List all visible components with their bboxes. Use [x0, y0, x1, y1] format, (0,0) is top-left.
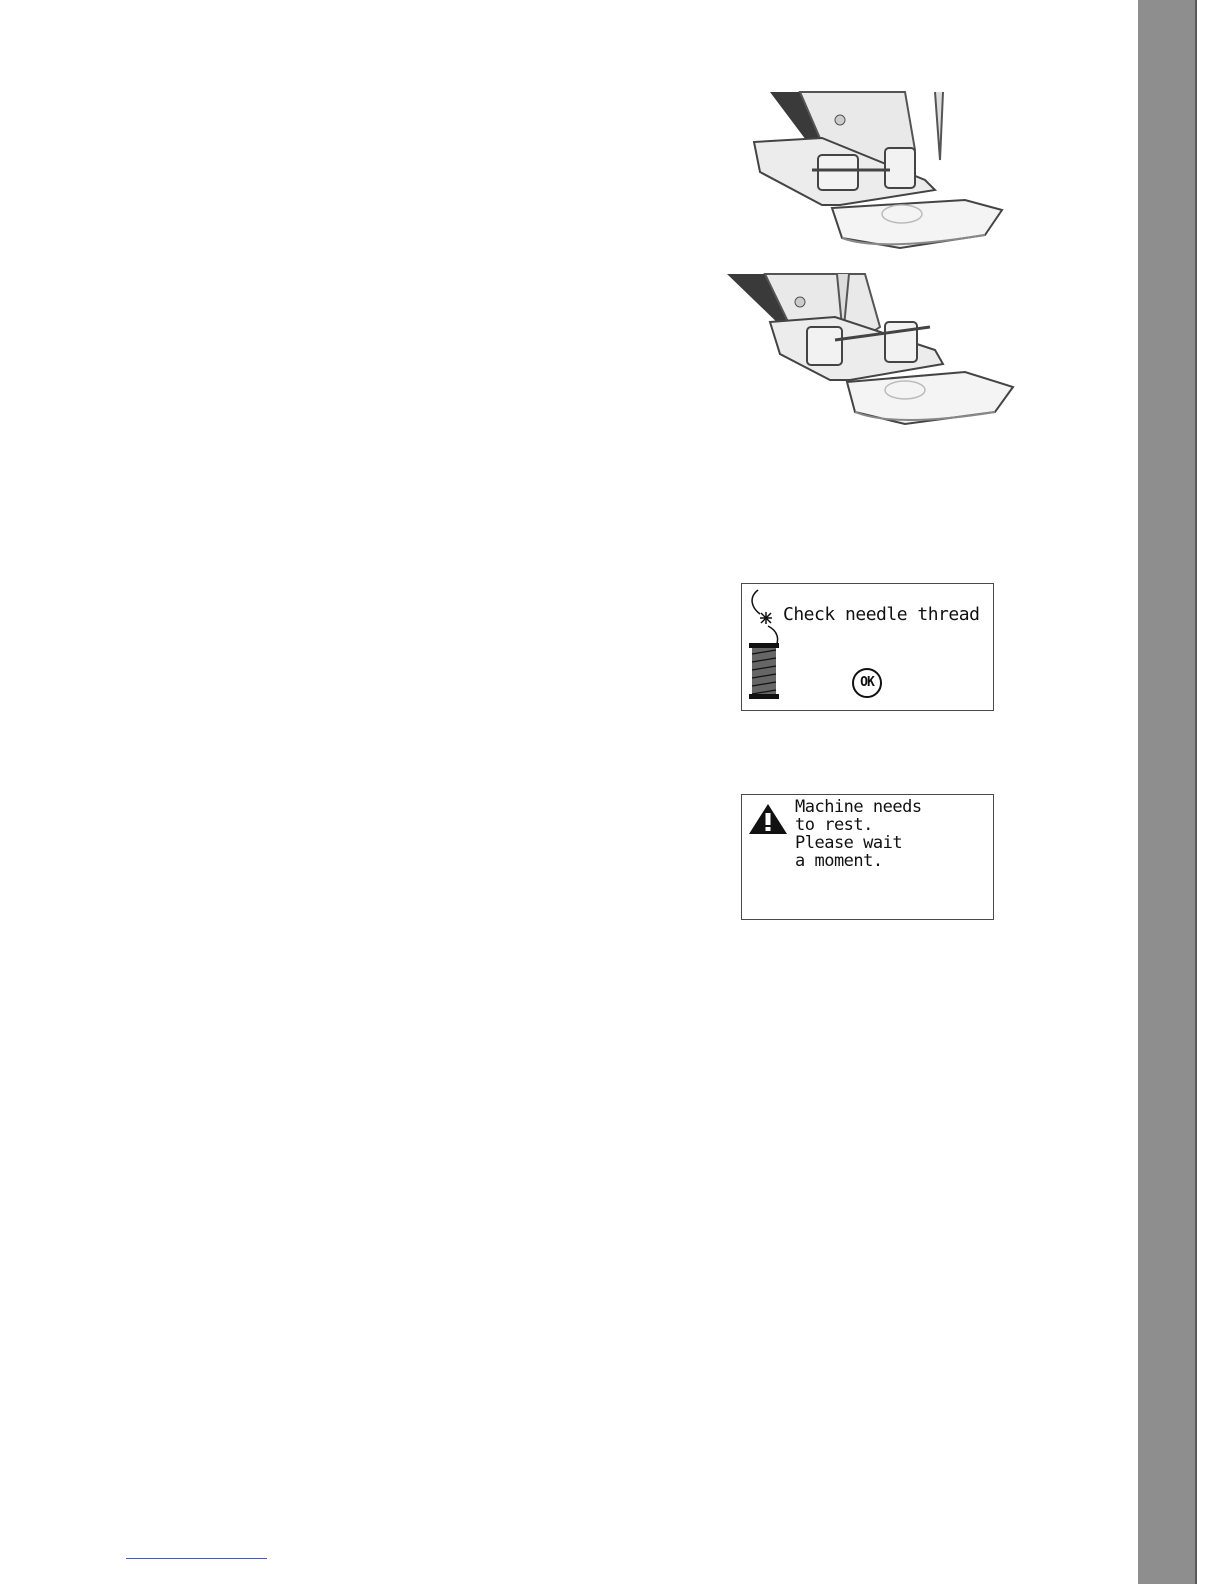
presser-foot-illustration-top: [740, 90, 1015, 252]
machine-rest-message: [795, 798, 922, 870]
thread-spool-icon: [746, 588, 786, 703]
check-thread-message: Check needle thread: [783, 604, 980, 625]
lcd-check-needle-thread: [741, 583, 994, 711]
edge-divider: [1195, 0, 1197, 1584]
lcd-machine-rest: [741, 794, 994, 920]
warning-icon: [747, 802, 789, 836]
presser-foot-icon: [725, 272, 1015, 430]
message-line: Please wait: [795, 833, 903, 853]
message-line: to rest.: [795, 815, 873, 835]
message-line: a moment.: [795, 851, 883, 871]
message-line: Machine needs: [795, 797, 922, 817]
presser-foot-illustration-bottom: [725, 272, 1015, 430]
presser-foot-icon: [740, 90, 1015, 252]
chapter-edge-tab: [1138, 0, 1195, 1584]
ok-button[interactable]: OK: [852, 668, 882, 698]
footer-link-underline[interactable]: [126, 1558, 267, 1560]
